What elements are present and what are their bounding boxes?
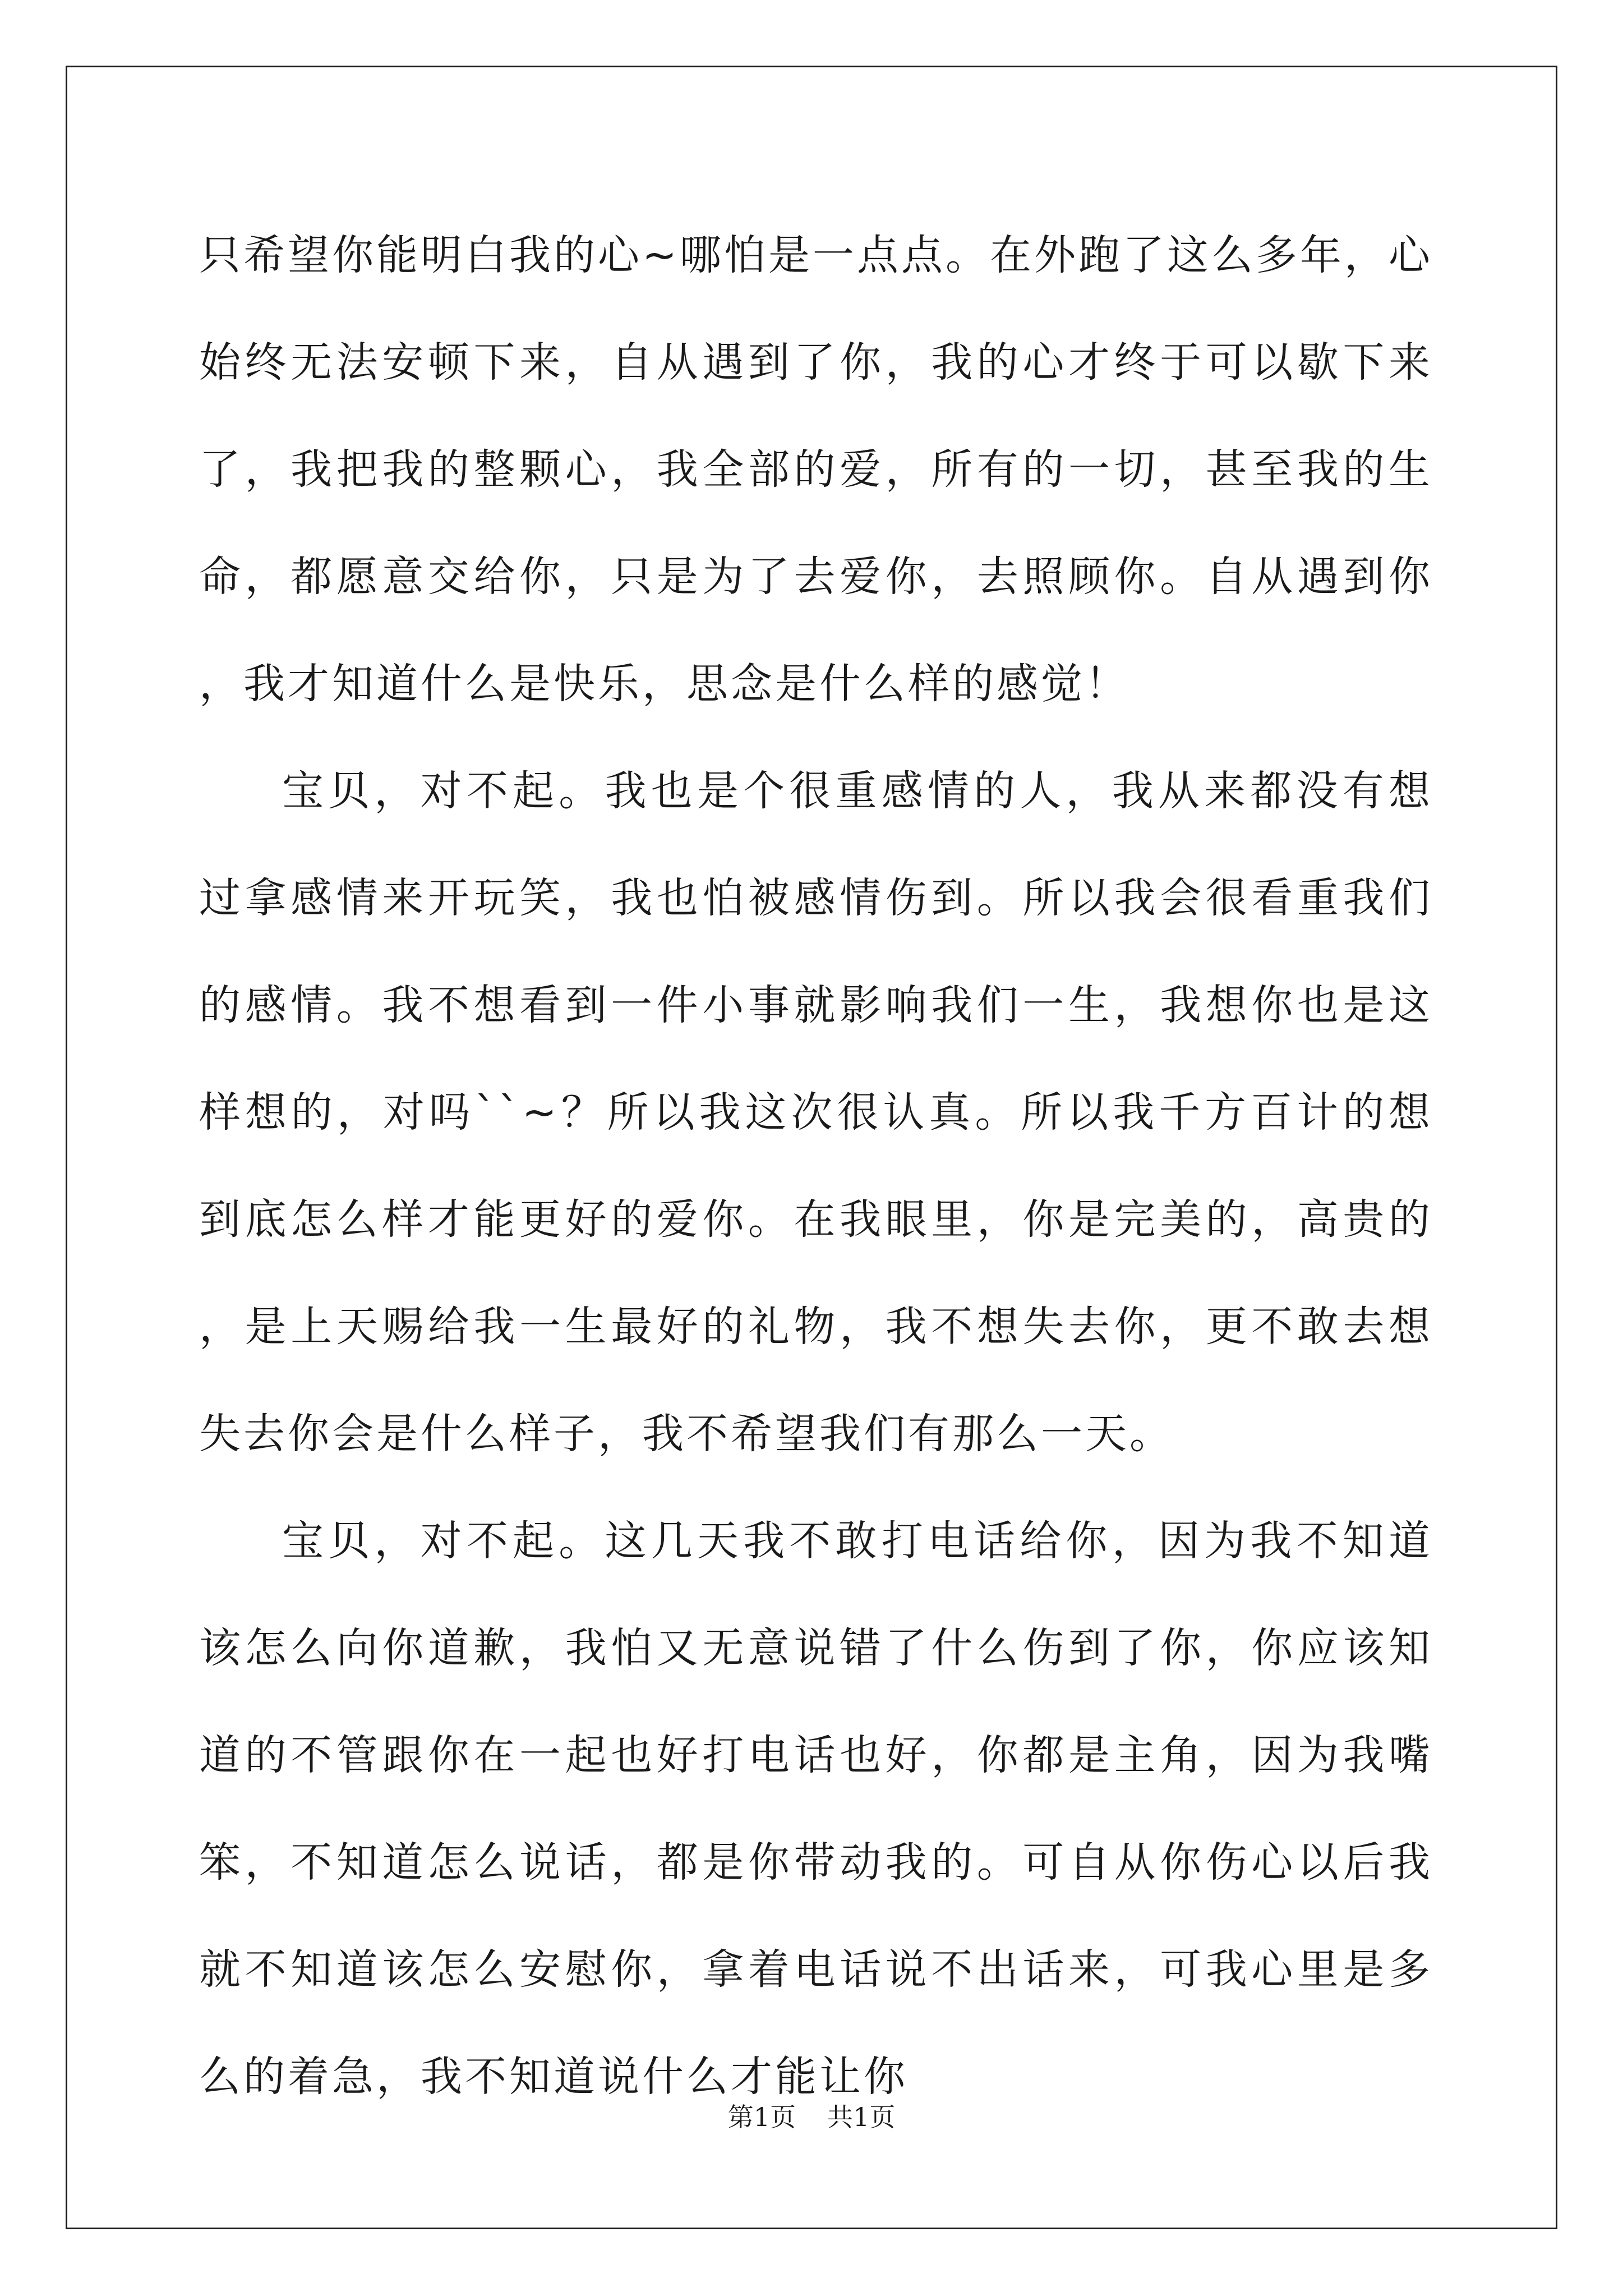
page-number: 第1页	[727, 2102, 796, 2132]
paragraph-2: 宝贝，对不起。我也是个很重感情的人，我从来都没有想过拿感情来开玩笑，我也怕被感情伤到。所以我会很看重我们的感情。我不想看到一件小事就影响我们一生，我想你也是这样想的，对吗``~？所以我这次很认真。所以我千方百计的想到底怎么样才能更好的爱你。在我眼里，你是完美的，高贵的，是上天赐给我一生最好的礼物，我不想失去你，更不敢去想失去你会是什么样子，我不希望我们有那么一天。	[199, 767, 1433, 1458]
paragraph-1: 只希望你能明白我的心~哪怕是一点点。在外跑了这么多年，心始终无法安顿下来，自从遇到了你，我的心才终于可以歇下来了，我把我的整颗心，我全部的爱，所有的一切，甚至我的生命，都愿意交给你，只是为了去爱你，去照顾你。自从遇到你，我才知道什么是快乐，思念是什么样的感觉！	[199, 231, 1433, 708]
paragraph-3: 宝贝，对不起。这几天我不敢打电话给你，因为我不知道该怎么向你道歉，我怕又无意说错了什么伤到了你，你应该知道的不管跟你在一起也好打电话也好，你都是主角，因为我嘴笨，不知道怎么说话，都是你带动我的。可自从你伤心以后我就不知道该怎么安慰你，拿着电话说不出话来，可我心里是多么的着急，我不知道说什么才能让你	[199, 1517, 1433, 2101]
page-total: 共1页	[827, 2102, 896, 2132]
document-body	[199, 202, 1433, 2131]
page-footer	[0, 2097, 1623, 2134]
